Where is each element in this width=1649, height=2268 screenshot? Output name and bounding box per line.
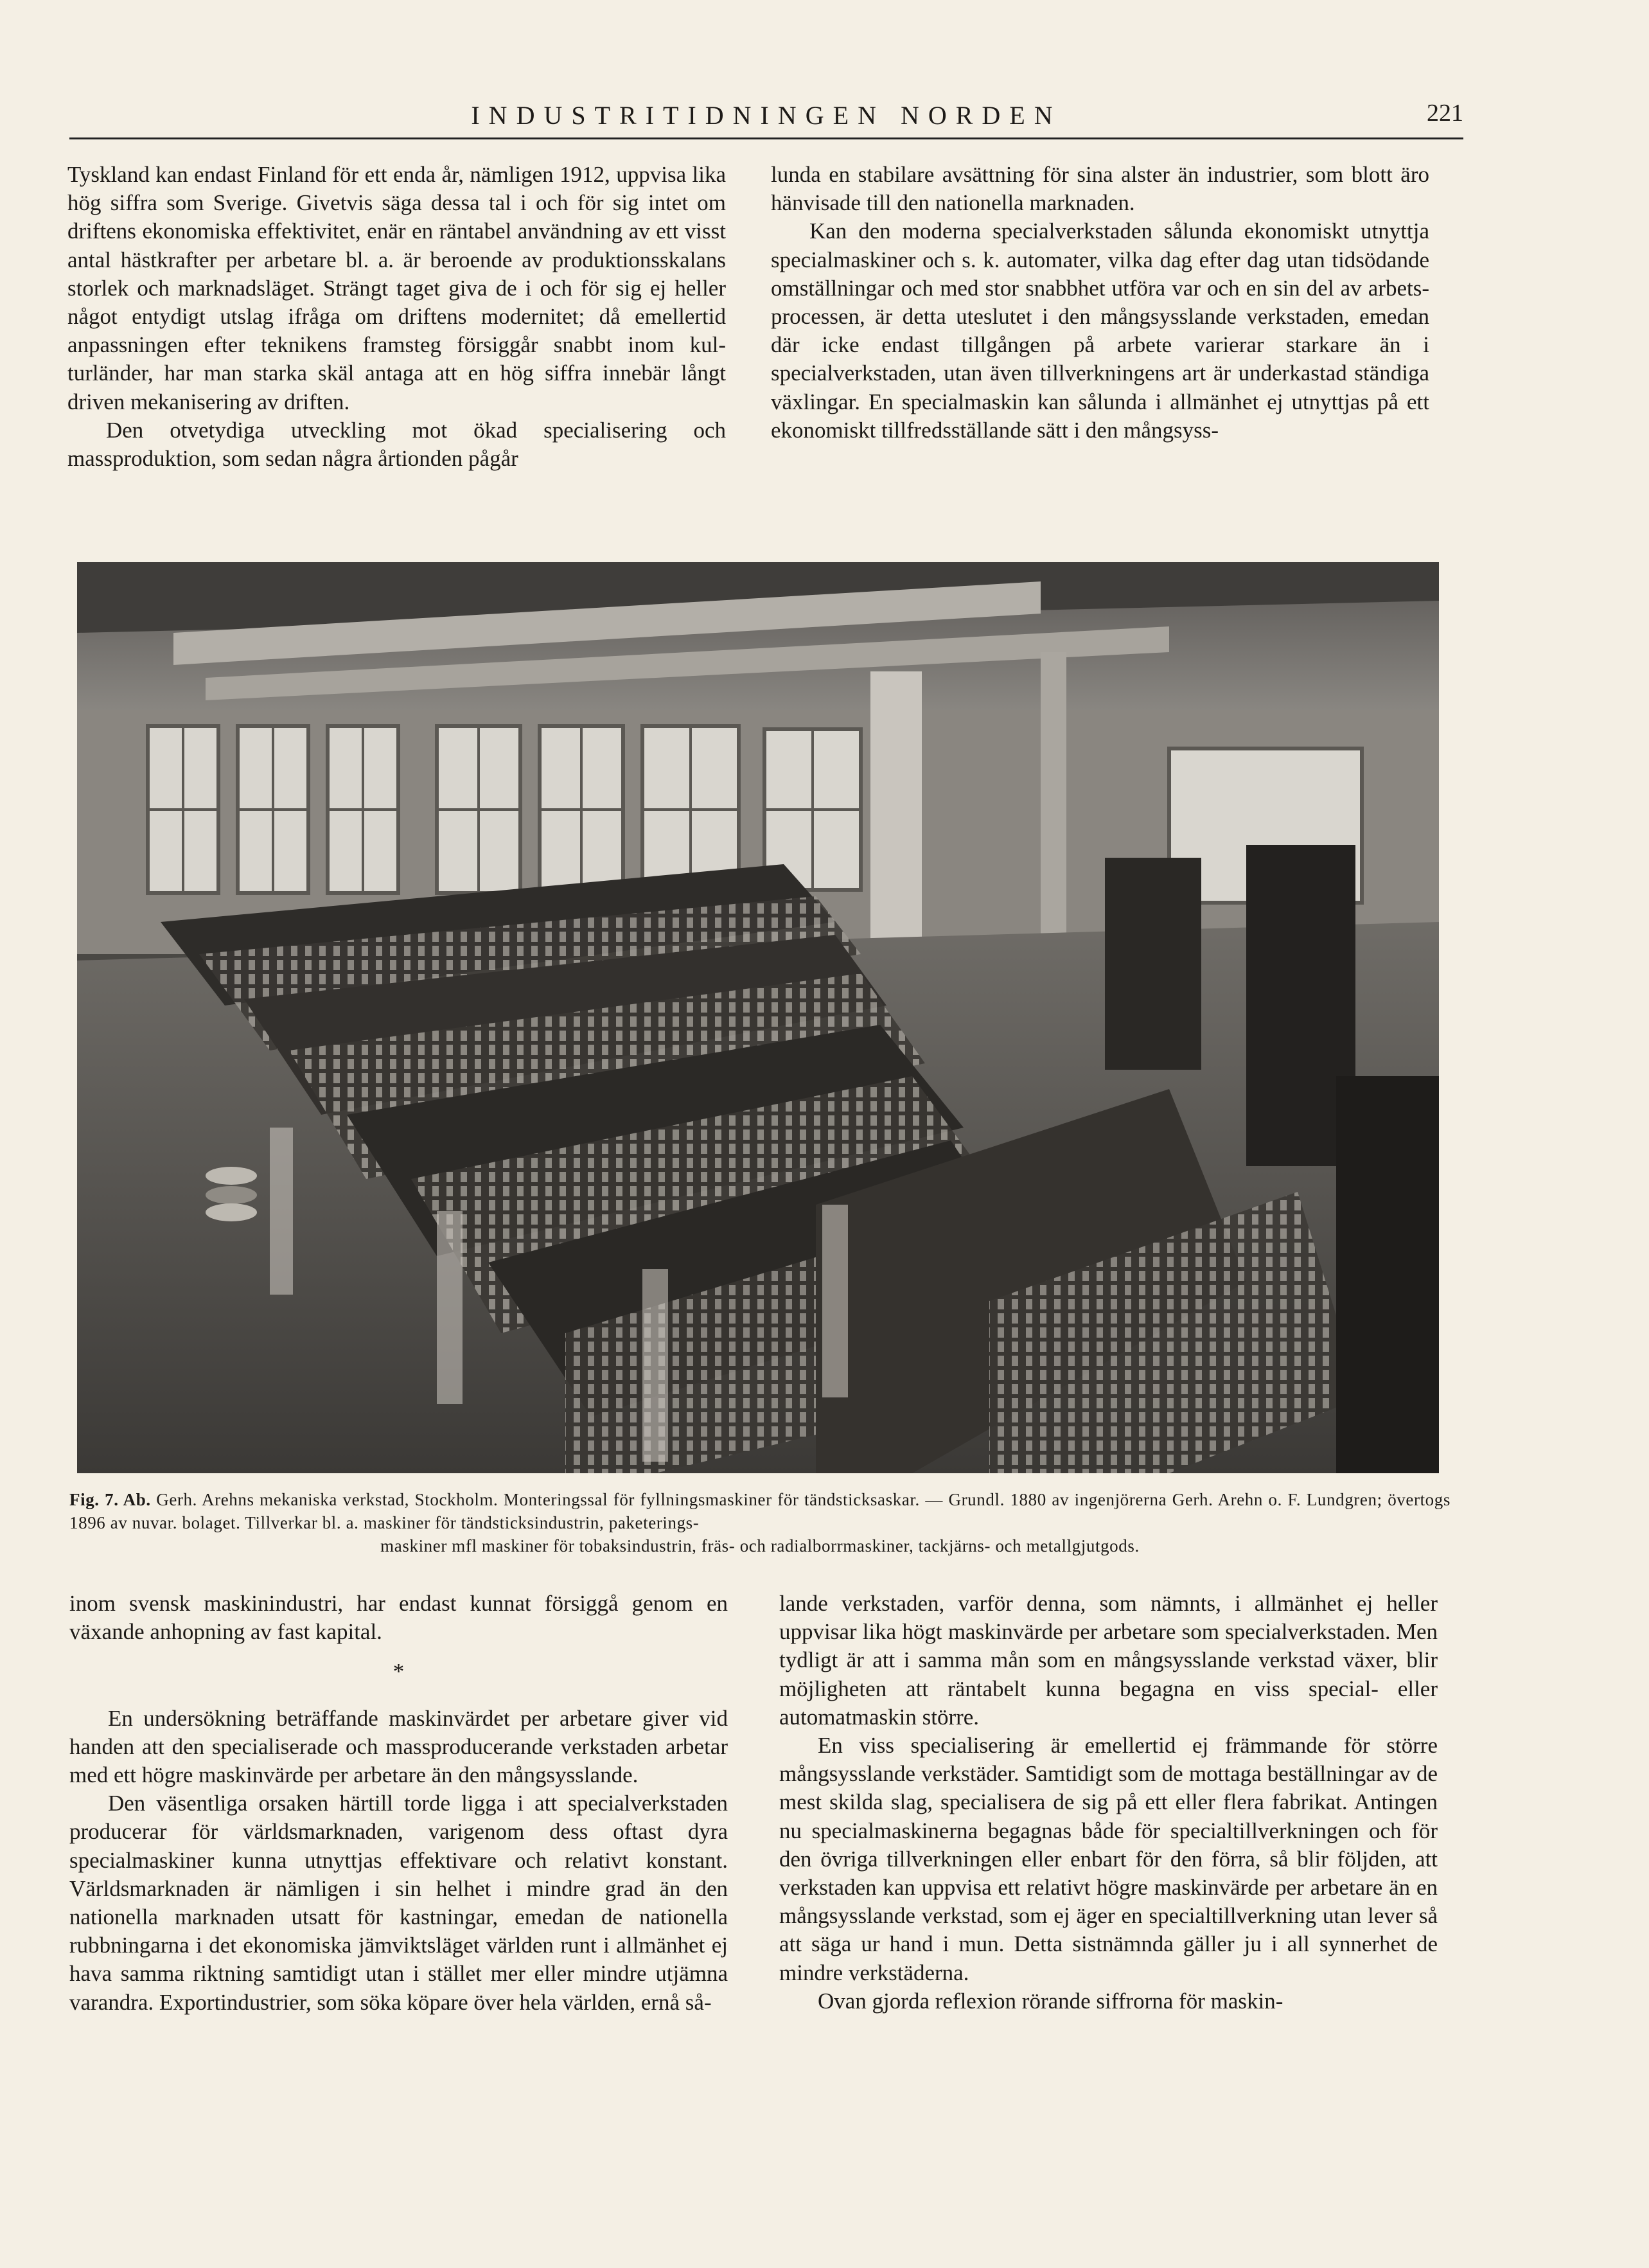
column-bottom-right xyxy=(779,1590,1438,2016)
factory-hall-photo xyxy=(77,562,1439,1473)
paragraph: Kan den moderna specialverkstaden sålunda ekonomiskt utnyttja specialmaskiner och s. k. automater, vilka dag efter dag utan tidsödande omställningar och med stor snabbhet utföra var och en sin del av arbetsprocessen, är detta uteslutet i den mångsysslande verkstaden, emedan där icke endast tillgången på arbete varierar starkare än i specialverkstaden, utan även tillverkningens art är underkastad ständiga växlingar. En specialmaskin kan sålunda i allmänhet ej utnyttjas på ett ekonomiskt tillfredsställande sätt i den mångsyss- xyxy=(771,218,1429,443)
running-head xyxy=(69,96,1463,139)
figure-caption xyxy=(69,1488,1451,1557)
paragraph: Ovan gjorda reflexion rörande siffrorna för maskin- xyxy=(818,1988,1283,2014)
paragraph: inom svensk maskinindustri, har endast kunnat försiggå genom en växande anhopning av fast kapital. xyxy=(69,1591,728,1645)
page-number: 221 xyxy=(1427,100,1463,127)
paragraph: lande verkstaden, varför denna, som nämnts, i allmänhet ej heller uppvisar lika högt maskinvärde per arbetare som specialverkstaden. Men tydligt är att i samma mån som en mångsysslande verkstad växer, blir möjligheten att räntabelt kunna begagna en viss special- eller automatmaskin större. xyxy=(779,1591,1438,1730)
paragraph: Den otvetydiga utveckling mot ökad specialisering och massproduktion, som sedan några årtionden pågår xyxy=(67,417,726,472)
paragraph: Den väsentliga orsaken härtill torde ligga i att specialverkstaden producerar för världsmarknaden, varigenom dess oftast dyra specialmaskiner kunna utnyttjas effektivare och relativt konstant. Världsmarknaden är nämligen i sin helhet i mindre grad än den nationella marknaden utsatt för kastningar, emedan de nationella rubbningarna i det ekonomiska jämviktsläget världen runt i allmänhet ej hava samma riktning samtidigt utan i stället mer eller mindre utjämna varandra. Exportindustrier, som söka köpare över hela världen, ernå så- xyxy=(69,1791,728,2015)
paragraph: Tyskland kan endast Finland för ett enda år, nämligen 1912, uppvisa lika hög siffra som Sverige. Givetvis säga dessa tal i och för sig intet om driftens ekonomiska effektivitet, enär en räntabel användning av ett visst antal hästkrafter per arbetare bl. a. är beroende av produktionsskalans storlek och marknadsläget. Strängt taget giva de i och för sig ej heller något entydigt utslag ifråga om driftens modernitet; då emellertid anpassningen efter teknikens framsteg försiggår snabbt inom kulturländer, har man starka skäl antaga att en hög siffra innebär långt driven mekanisering av driften. xyxy=(67,162,726,414)
paragraph: En viss specialisering är emellertid ej främmande för större mångsysslande verkstäder. Samtidigt som de mottaga beställningar av de mest skilda slag, specialisera de sig på ett eller flera fabrikat. Antingen nu specialmaskinerna begagnas både för specialtillverkningen och för den övriga tillverkningen eller enbart för den förra, så blir följden, att verkstaden kan uppvisa ett relativt högre maskinvärde per arbetare än en mångsysslande verkstad, som ej äger en specialtillverkning utan lever så att säga ur hand i mun. Detta sistnämnda gäller ju i all synnerhet de mindre verkstäderna. xyxy=(779,1733,1438,1985)
paragraph: En undersökning beträffande maskinvärdet per arbetare giver vid handen att den specialiserade och massproducerande verkstaden arbetar med ett högre maskinvärde per arbetare än den mångsysslande. xyxy=(69,1705,728,1788)
figure-label: Fig. 7. Ab. xyxy=(69,1490,151,1509)
journal-title: INDUSTRITIDNINGEN NORDEN xyxy=(471,101,1062,130)
section-break-asterisk: * xyxy=(392,1659,405,1685)
caption-text-last: maskiner mfl maskiner för tobaksindustrin, fräs- och radialborrmaskiner, tackjärns- och metallgjutgods. xyxy=(380,1536,1140,1555)
paragraph: lunda en stabilare avsättning för sina alster än industrier, som blott äro hänvisade till den nationella marknaden. xyxy=(771,162,1429,216)
column-top-right xyxy=(771,161,1429,445)
column-top-left xyxy=(67,161,726,473)
column-bottom-left xyxy=(69,1590,728,2017)
caption-text: Gerh. Arehns mekaniska verkstad, Stockholm. Monteringssal för fyllningsmaskiner för tändsticksaskar. — Grundl. 1880 av ingenjörerna Gerh. Arehn o. F. Lundgren; övertogs 1896 av nuvar. bolaget. Tillverkar bl. a. maskiner för tändsticksindustrin, paketerings- xyxy=(69,1490,1451,1532)
